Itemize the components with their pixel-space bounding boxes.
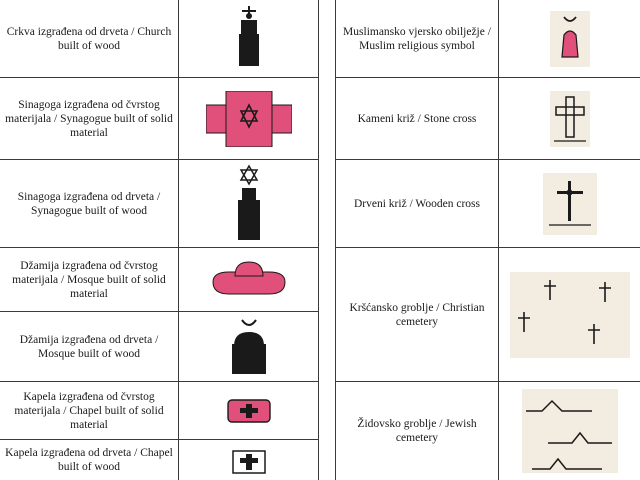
legend-table-right bbox=[335, 0, 640, 480]
legend-row bbox=[0, 440, 318, 480]
legend-row bbox=[0, 0, 318, 78]
legend-row bbox=[336, 78, 640, 160]
stone-cross-icon bbox=[550, 91, 590, 147]
jewish-cemetery-icon bbox=[522, 389, 618, 473]
legend-label: Kameni križ / Stone cross bbox=[357, 112, 477, 125]
legend-label: Sinagoga izgrađena od čvrstog materijala / Synagogue built of solid material bbox=[5, 98, 173, 139]
legend-row bbox=[336, 160, 640, 248]
legend-label: Kapela izgrađena od drveta / Chapel built of wood bbox=[5, 447, 173, 473]
legend-label: Džamija izgrađena od drveta / Mosque built of wood bbox=[19, 333, 159, 360]
legend-row bbox=[0, 248, 318, 312]
synagogue-solid-icon bbox=[206, 91, 292, 147]
christian-cemetery-icon bbox=[510, 272, 630, 358]
legend-row bbox=[336, 248, 640, 382]
legend-label: Drveni križ / Wooden cross bbox=[354, 197, 480, 210]
legend-label: Crkva izgrađena od drveta / Church built of wood bbox=[6, 25, 172, 52]
wooden-cross-icon bbox=[543, 173, 597, 235]
muslim-symbol-icon bbox=[550, 11, 590, 67]
chapel-solid-icon bbox=[226, 396, 272, 426]
legend-row bbox=[0, 312, 318, 382]
legend-table-left bbox=[0, 0, 319, 480]
legend-label: Kršćansko groblje / Christian cemetery bbox=[349, 301, 485, 328]
legend-row bbox=[336, 382, 640, 480]
synagogue-wood-icon bbox=[229, 164, 269, 244]
church-wood-icon bbox=[229, 4, 269, 74]
mosque-wood-icon bbox=[224, 316, 274, 378]
legend-label: Kapela izgrađena od čvrstog materijala / Chapel built of solid material bbox=[14, 390, 164, 431]
legend-row bbox=[0, 78, 318, 160]
legend-label: Židovsko groblje / Jewish cemetery bbox=[357, 418, 477, 444]
legend-label: Muslimansko vjersko obilježje / Muslim religious symbol bbox=[343, 25, 491, 52]
legend-row bbox=[336, 0, 640, 78]
chapel-wood-icon bbox=[229, 445, 269, 475]
legend-row bbox=[0, 382, 318, 440]
legend-label: Sinagoga izgrađena od drveta / Synagogue built of wood bbox=[17, 190, 161, 217]
legend-label: Džamija izgrađena od čvrstog materijala / Mosque built of solid material bbox=[12, 259, 166, 300]
mosque-solid-icon bbox=[209, 258, 289, 302]
legend-row bbox=[0, 160, 318, 248]
